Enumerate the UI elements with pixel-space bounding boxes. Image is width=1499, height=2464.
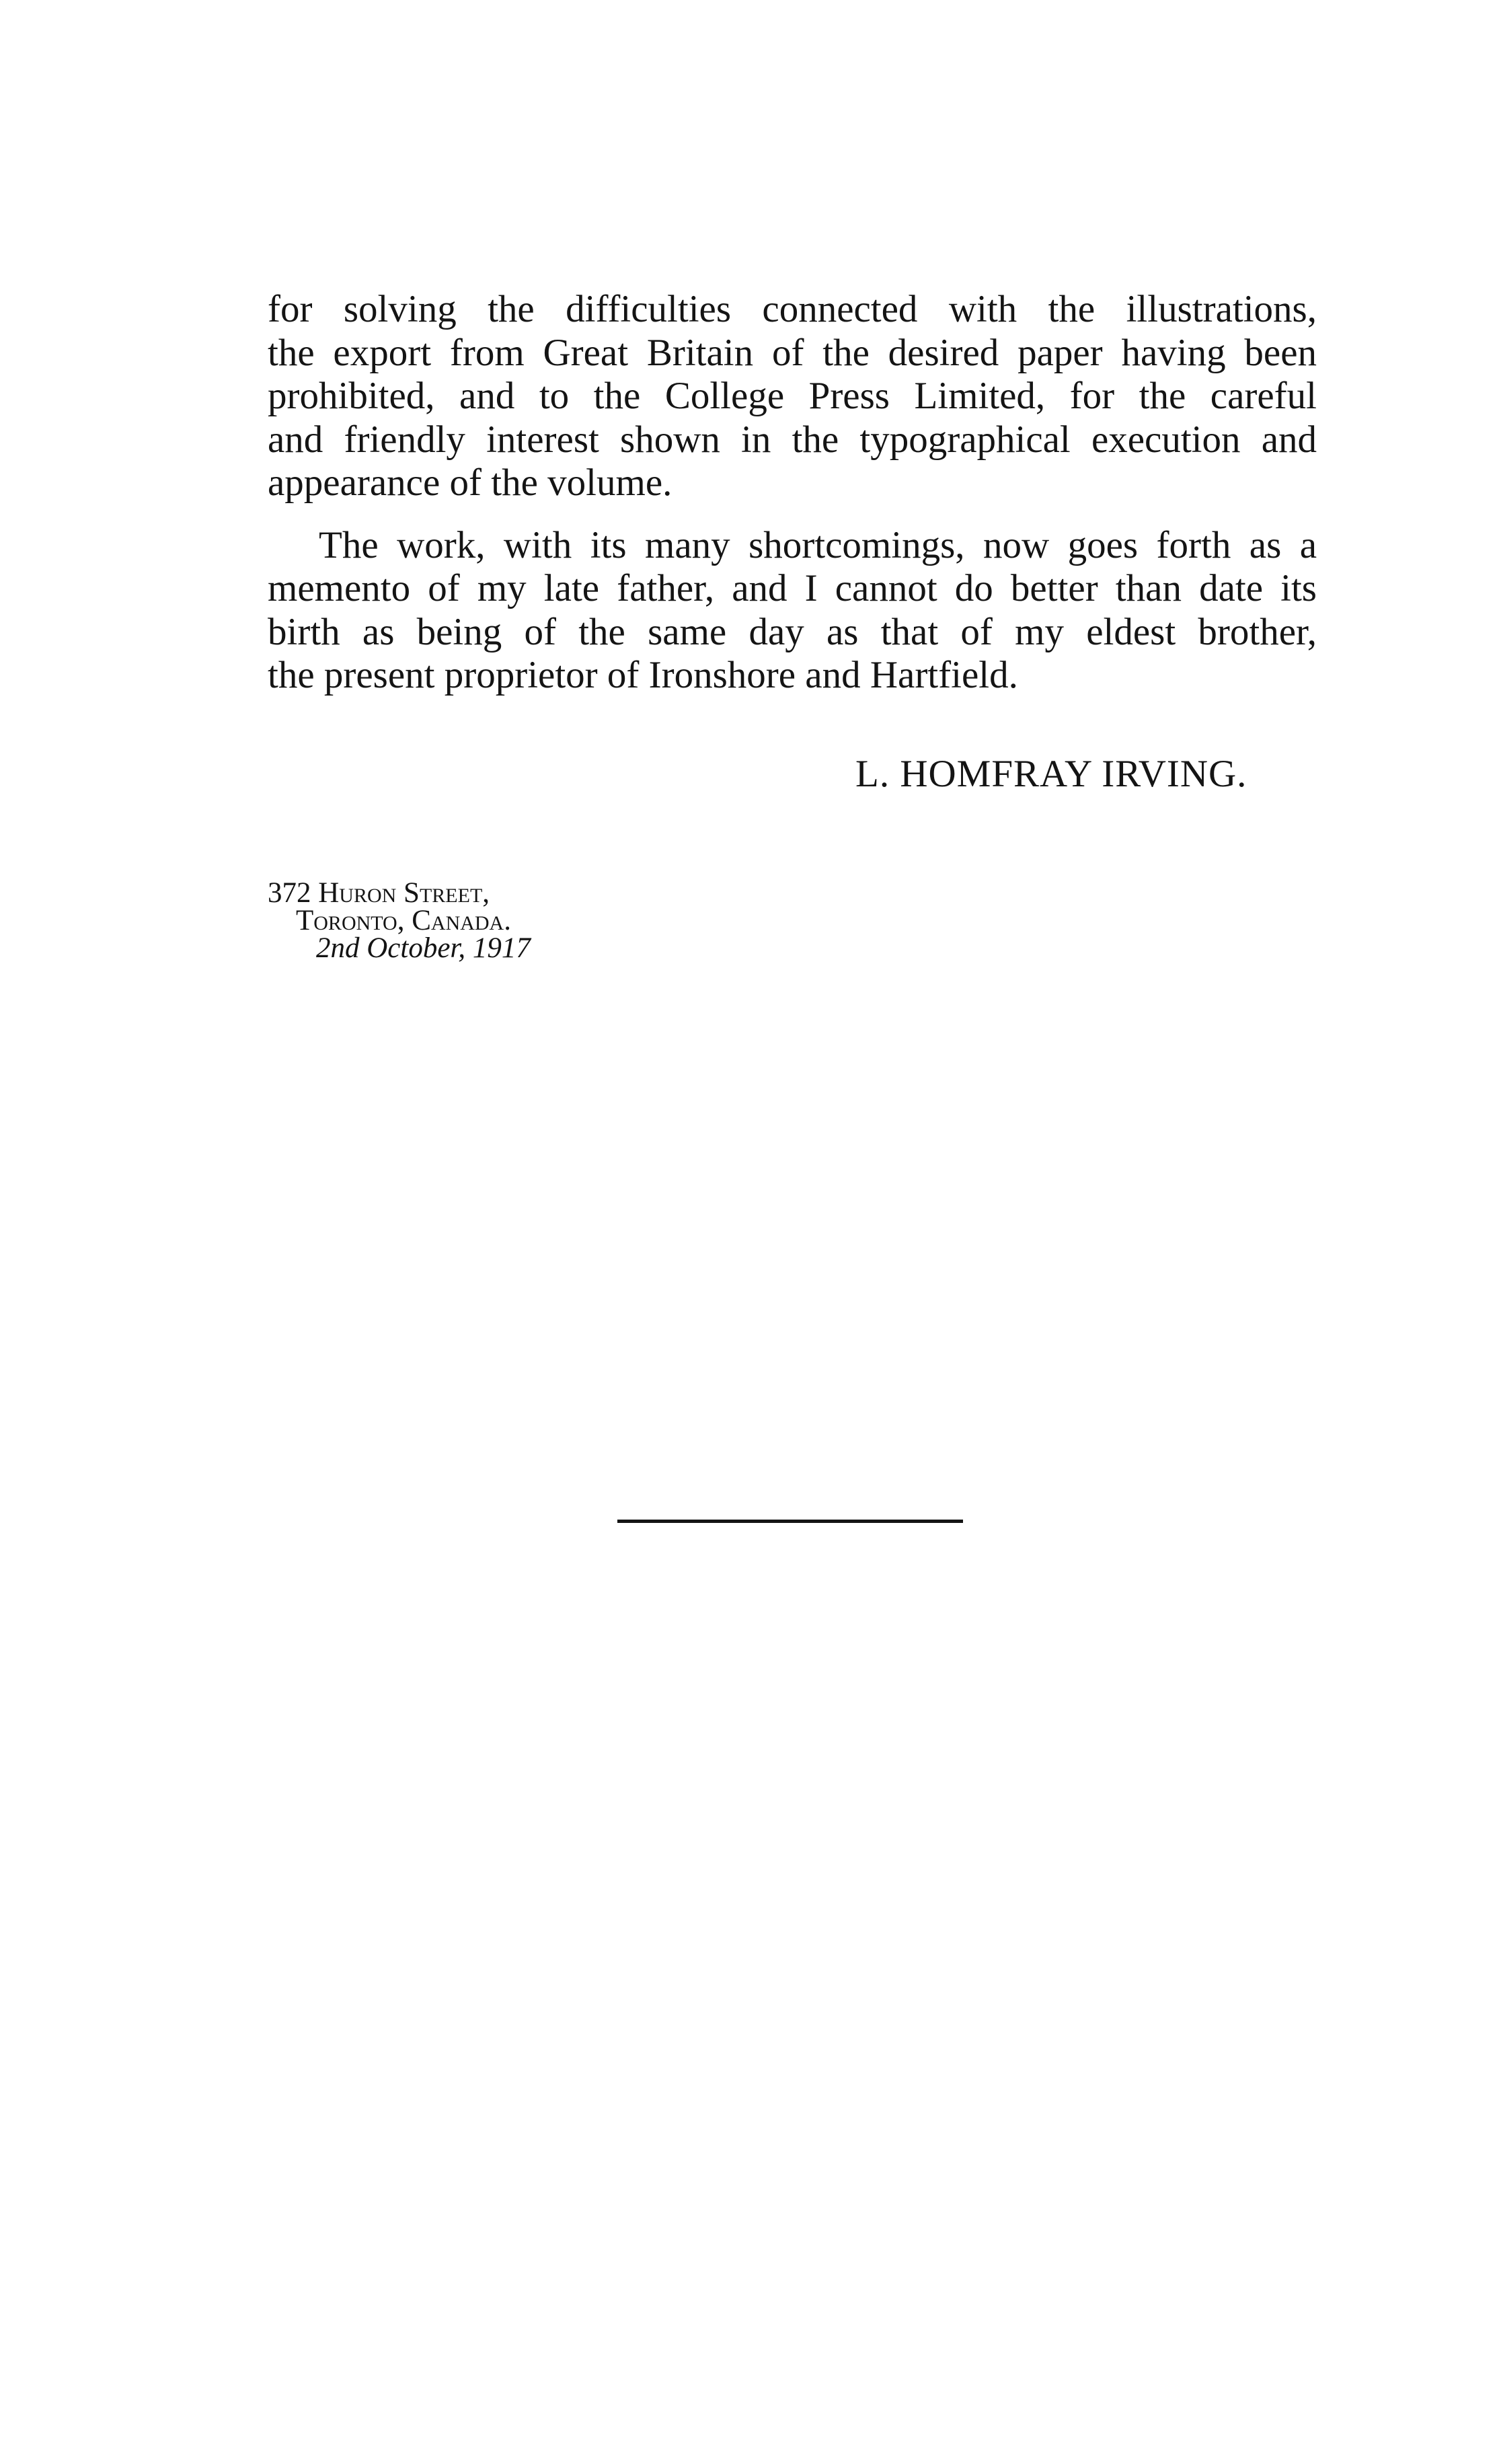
text-line: appearance of the volume. <box>268 461 672 504</box>
author-signature: L. HOMFRAY IRVING. <box>855 753 1247 795</box>
text-line: prohibited, and to the College Press Limited, for the careful <box>268 375 1317 417</box>
text-line: birth as being of the same day as that of my eldest brother, <box>268 610 1317 653</box>
text-line: the present proprietor of Ironshore and Hartfield. <box>268 654 1018 696</box>
text-line: memento of my late father, and I cannot do better than date its <box>268 567 1317 609</box>
body-text <box>268 288 1317 698</box>
address-date: 2nd October, 1917 <box>316 932 531 964</box>
text-line: The work, with its many shortcomings, now goes forth as a <box>319 523 1317 566</box>
address-city: Toronto, Canada. <box>296 905 511 936</box>
text-line: and friendly interest shown in the typographical execution and <box>268 418 1317 461</box>
section-divider-rule <box>617 1520 963 1523</box>
text-line: for solving the difficulties connected with the illustrations, <box>268 288 1317 330</box>
paragraph-1 <box>268 288 1317 505</box>
address-block <box>268 879 531 962</box>
street-number: 372 <box>268 877 311 909</box>
text-line: the export from Great Britain of the desired paper having been <box>268 331 1317 374</box>
address-street <box>268 879 531 907</box>
street-name: Huron Street, <box>318 877 490 909</box>
paragraph-2 <box>268 524 1317 698</box>
